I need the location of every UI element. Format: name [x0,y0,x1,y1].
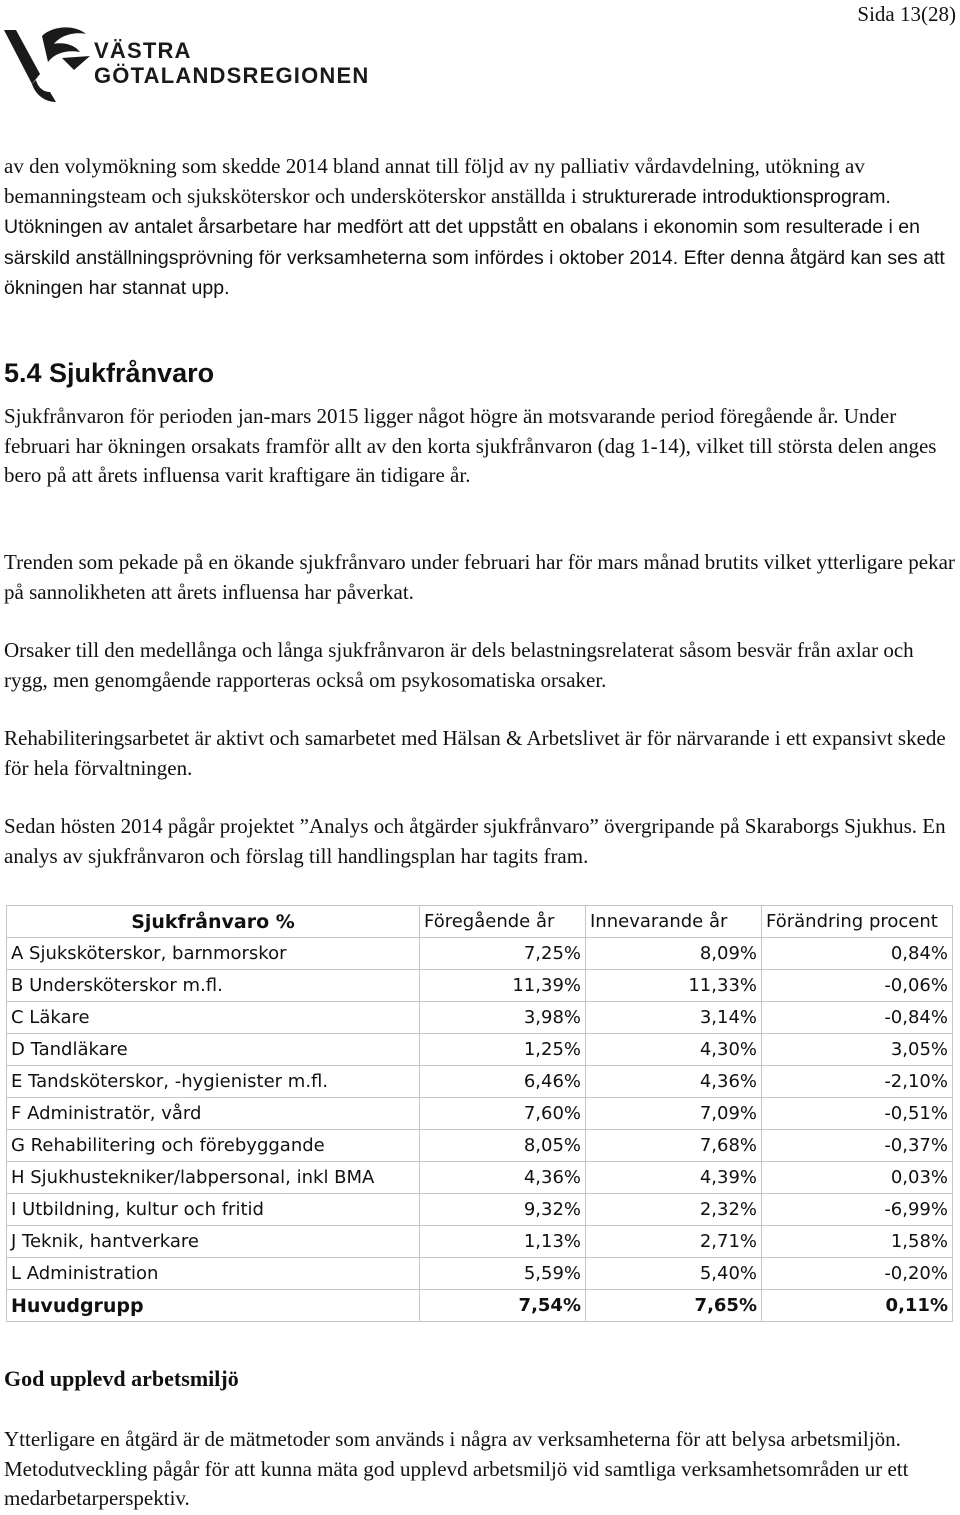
cell-current-year: 7,68% [586,1130,762,1162]
paragraph-1-serif: av den volymökning som skedde 2014 bland annat till följd av ny palliativ vårdavdelning, utökning av bemanningsteam och sjuksköterskor och undersköterskor anställda i [4,154,865,208]
row-label: D Tandläkare [7,1034,420,1066]
vgr-logo [2,22,392,108]
row-label: H Sjukhustekniker/labpersonal, inkl BMA [7,1162,420,1194]
cell-previous-year: 9,32% [420,1194,586,1226]
table-row [7,1066,953,1098]
cell-previous-year: 5,59% [420,1258,586,1290]
cell-current-year: 2,71% [586,1226,762,1258]
cell-current-year: 4,36% [586,1066,762,1098]
logo-line-1: VÄSTRA [94,38,192,63]
cell-previous-year: 11,39% [420,970,586,1002]
table-total-row [7,1290,953,1322]
sick-leave-table [6,905,953,1322]
cell-change: -0,37% [762,1130,953,1162]
cell-change: 1,58% [762,1226,953,1258]
paragraph-5: Rehabiliteringsarbetet är aktivt och samarbetet med Hälsan & Arbetslivet är för närvarande i ett expansivt skede för hela förvaltningen. [4,726,946,780]
section-heading-sjukfranvaro: 5.4 Sjukfrånvaro [4,358,215,388]
cell-change: -0,51% [762,1098,953,1130]
page-number: Sida 13(28) [857,2,956,26]
cell-previous-year: 8,05% [420,1130,586,1162]
column-header: Sjukfrånvaro % [7,906,420,938]
cell-current-year: 3,14% [586,1002,762,1034]
total-label: Huvudgrupp [7,1290,420,1322]
table-row [7,1194,953,1226]
cell-previous-year: 6,46% [420,1066,586,1098]
cell-previous-year: 1,13% [420,1226,586,1258]
cell-change: -6,99% [762,1194,953,1226]
logo-wordmark [94,38,369,88]
paragraph-3: Trenden som pekade på en ökande sjukfrånvaro under februari har för mars månad brutits vilket ytterligare pekar på sannolikheten att årets influensa har påverkat. [4,550,955,604]
row-label: E Tandsköterskor, -hygienister m.fl. [7,1066,420,1098]
paragraph-1-sans: strukturerade introduktionsprogram. Utökningen av antalet årsarbetare har medfört att det uppstått en obalans i ekonomin som resulterade i en särskild anställningsprövning för verksamheterna som infördes i oktober 2014. Efter denna åtgärd kan ses att ökningen har stannat upp. [4,185,945,299]
table-row [7,1098,953,1130]
row-label: I Utbildning, kultur och fritid [7,1194,420,1226]
column-header: Innevarande år [586,906,762,938]
cell-change: -0,06% [762,970,953,1002]
cell-current-year: 4,39% [586,1162,762,1194]
cell-change: -0,84% [762,1002,953,1034]
paragraph-2: Sjukfrånvaron för perioden jan-mars 2015 ligger något högre än motsvarande period föregående år. Under februari har ökningen orsakats framför allt av den korta sjukfrånvaron (dag 1-14), vilket till största delen anges bero på att årets influensa varit kraftigare än tidigare år. [4,404,937,487]
paragraph-6: Sedan hösten 2014 pågår projektet ”Analys och åtgärder sjukfrånvaro” övergripande på Skaraborgs Sjukhus. En analys av sjukfrånvaron och förslag till handlingsplan har tagits fram. [4,814,946,868]
vgr-logo-mark-icon [2,22,92,108]
cell-current-year: 2,32% [586,1194,762,1226]
row-label: J Teknik, hantverkare [7,1226,420,1258]
table-row [7,1002,953,1034]
table-row [7,1034,953,1066]
table-row [7,938,953,970]
cell-previous-year: 3,98% [420,1002,586,1034]
cell-current-year: 8,09% [586,938,762,970]
table-row [7,1162,953,1194]
cell-previous-year: 4,36% [420,1162,586,1194]
column-header: Förändring procent [762,906,953,938]
cell-change: 0,84% [762,938,953,970]
cell-current-year: 5,40% [586,1258,762,1290]
cell-previous-year: 7,60% [420,1098,586,1130]
logo-line-2: GÖTALANDSREGIONEN [94,63,370,88]
table-row [7,1130,953,1162]
total-previous-year: 7,54% [420,1290,586,1322]
row-label: L Administration [7,1258,420,1290]
total-current-year: 7,65% [586,1290,762,1322]
table-row [7,970,953,1002]
cell-current-year: 11,33% [586,970,762,1002]
cell-previous-year: 1,25% [420,1034,586,1066]
row-label: G Rehabilitering och förebyggande [7,1130,420,1162]
heading-god-upplevd-arbetsmiljo: God upplevd arbetsmiljö [4,1366,239,1391]
row-label: A Sjuksköterskor, barnmorskor [7,938,420,970]
row-label: C Läkare [7,1002,420,1034]
paragraph-1 [4,152,959,304]
cell-current-year: 7,09% [586,1098,762,1130]
row-label: B Undersköterskor m.fl. [7,970,420,1002]
table-header-row [7,906,953,938]
cell-current-year: 4,30% [586,1034,762,1066]
column-header: Föregående år [420,906,586,938]
paragraph-7: Ytterligare en åtgärd är de mätmetoder som används i några av verksamheterna för att belysa arbetsmiljön. Metodutveckling pågår för att kunna mäta god upplevd arbetsmiljö vid samtliga verksamhetsområden ur ett medarbetarperspektiv. [4,1427,909,1510]
cell-change: -0,20% [762,1258,953,1290]
table-row [7,1258,953,1290]
cell-change: 0,03% [762,1162,953,1194]
table-row [7,1226,953,1258]
cell-change: -2,10% [762,1066,953,1098]
row-label: F Administratör, vård [7,1098,420,1130]
cell-change: 3,05% [762,1034,953,1066]
cell-previous-year: 7,25% [420,938,586,970]
paragraph-4: Orsaker till den medellånga och långa sjukfrånvaron är dels belastningsrelaterat såsom besvär från axlar och rygg, men genomgående rapporteras också om psykosomatiska orsaker. [4,638,914,692]
sick-leave-table-wrapper [6,905,952,1327]
total-change: 0,11% [762,1290,953,1322]
